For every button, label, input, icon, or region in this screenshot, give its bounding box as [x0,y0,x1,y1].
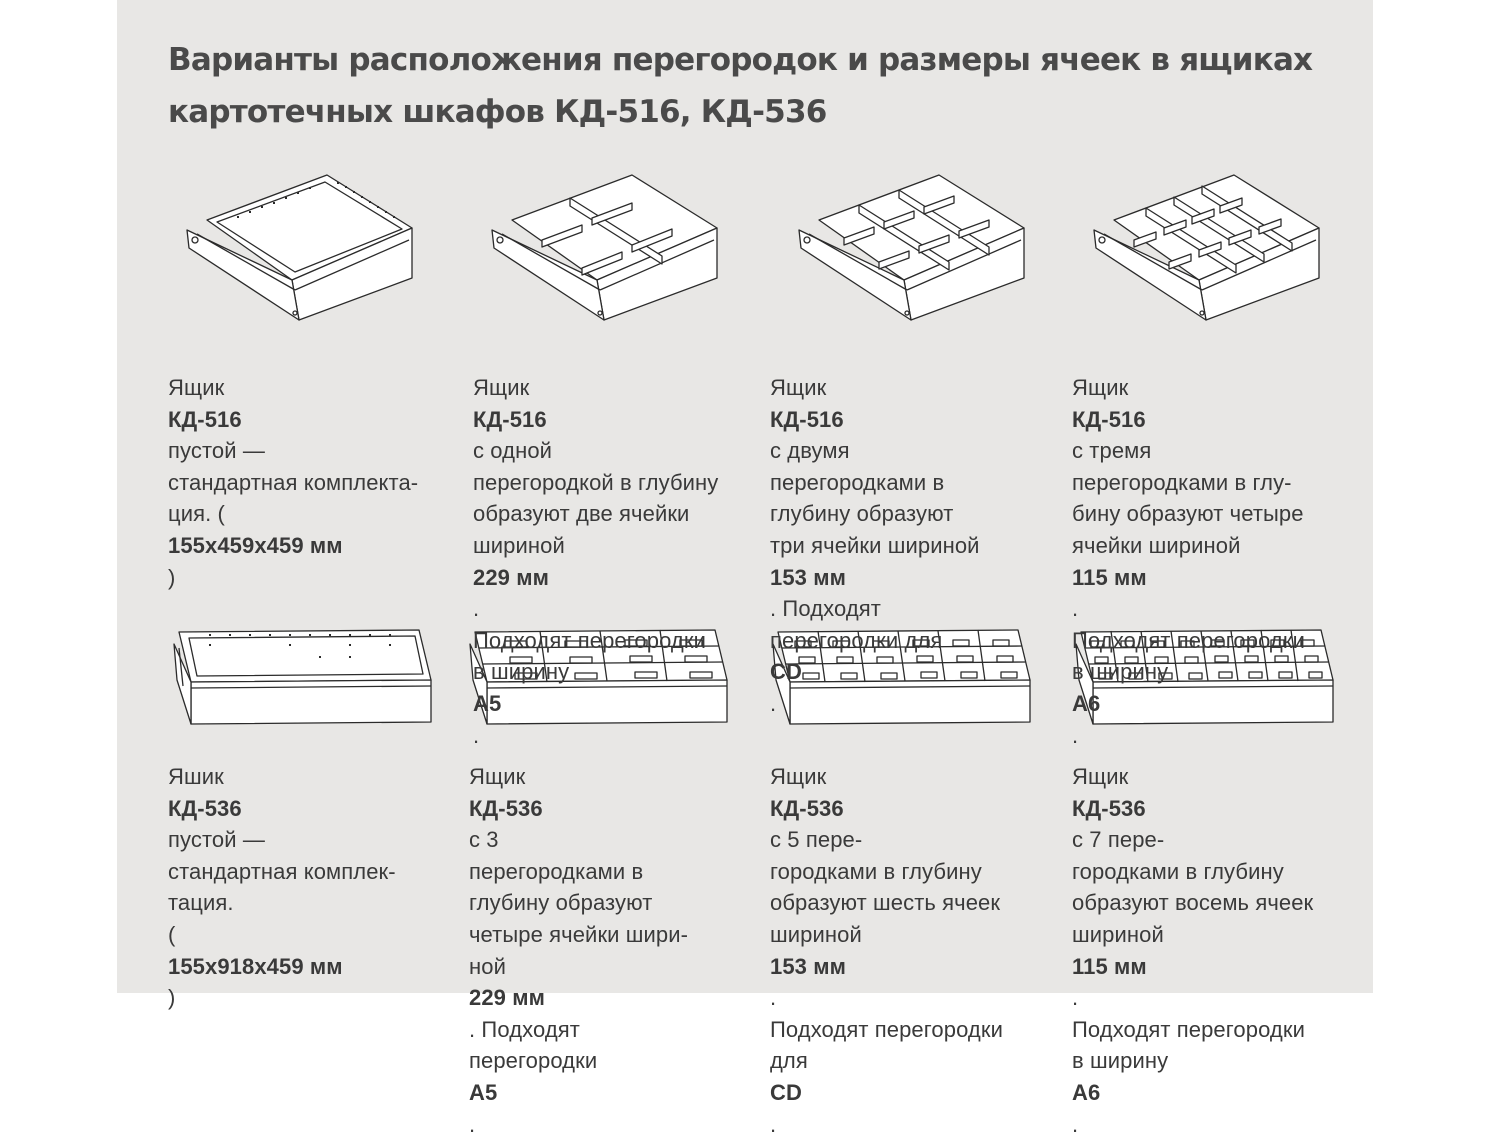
caption-bold-run: КД-536 [1072,795,1146,821]
caption-run: ) [168,564,176,590]
caption-line [1072,1014,1313,1046]
catalog-sheet [117,0,1373,1137]
caption-line [168,498,418,593]
caption-kd516-two-dividers [770,372,980,720]
caption-bold-run: А6 [1072,690,1101,716]
caption-run: с 3 [469,827,499,853]
caption-line [469,919,688,951]
caption-run: глубину образуют [469,890,653,916]
caption-run: Подходят перегородки [473,627,706,653]
caption-line [473,498,718,530]
caption-run: . [469,1111,476,1137]
caption-run: для [770,1048,808,1074]
caption-kd516-empty [168,372,418,593]
caption-line [469,951,688,1046]
caption-bold-run: КД-536 [469,795,543,821]
caption-kd536-empty [168,761,396,1014]
caption-run: четыре ячейки шири- [469,921,689,947]
caption-line [770,919,1003,1014]
page-title-line-1: Варианты расположения перегородок и размеры ячеек в ящиках [168,42,1313,78]
caption-line [1072,856,1313,888]
caption-run: с 5 пере- [770,827,863,853]
caption-line [473,625,718,657]
caption-run: перегородки для [770,627,943,653]
caption-run: стандартная комплек- [168,858,396,884]
caption-bold-run: А5 [473,690,502,716]
caption-run: перегородкой в глубину [473,469,719,495]
caption-run: с одной [473,438,553,464]
caption-kd536-three-dividers [469,761,688,1140]
caption-run: с тремя [1072,438,1152,464]
caption-run: . [1072,985,1079,1011]
caption-run: пустой — [168,438,265,464]
drawer-kd536-empty-drawing [169,622,439,732]
caption-run: шириной [1072,921,1164,947]
caption-run: . [1072,596,1079,622]
caption-run: с 7 пере- [1072,827,1165,853]
caption-run: Подходят перегородки [770,1016,1003,1042]
caption-line [770,562,980,625]
caption-line [473,467,718,499]
caption-run: в ширину [1072,659,1169,685]
caption-line [770,625,980,720]
caption-run: Подходят перегородки [1072,627,1305,653]
caption-line [1072,467,1305,499]
caption-line [473,372,718,467]
caption-run: . [770,985,777,1011]
drawer-kd516-two-dividers-drawing [789,170,1039,330]
caption-line [469,761,688,856]
caption-line [469,887,688,919]
caption-bold-run: КД-516 [473,406,547,432]
caption-run: с двумя [770,438,850,464]
caption-line [168,372,418,467]
caption-run: ( [168,921,176,947]
drawer-kd516-three-dividers-drawing [1084,170,1334,330]
caption-bold-run: 155х459х459 мм [168,532,343,558]
caption-run: Ящик [1072,375,1129,400]
caption-bold-run: CD [770,1079,802,1105]
caption-run: глубину образуют [770,501,954,527]
caption-run: Ящик [473,375,530,400]
caption-run: . [770,690,777,716]
caption-run: образуют две ячейки [473,501,690,527]
caption-line [770,856,1003,888]
caption-run: шириной [473,532,565,558]
caption-line [1072,498,1305,530]
caption-kd516-three-dividers [1072,372,1305,751]
caption-run: . Подходят [469,1016,580,1042]
caption-run: ция. ( [168,501,225,527]
caption-run: перегородки [469,1048,598,1074]
caption-run: ) [168,985,176,1011]
caption-kd536-five-dividers [770,761,1003,1140]
caption-run: тация. [168,890,234,916]
caption-line [1072,919,1313,1014]
caption-run: бину образуют четыре [1072,501,1304,527]
caption-run: . Подходят [770,596,881,622]
caption-line [770,1045,1003,1140]
caption-run: Ящик [770,375,827,400]
caption-run: в ширину [1072,1048,1169,1074]
caption-line [770,887,1003,919]
caption-run: . [473,596,480,622]
caption-line [1072,530,1305,625]
drawer-kd516-one-divider-drawing [482,170,732,330]
caption-line [469,856,688,888]
caption-bold-run: 229 мм [469,985,545,1011]
caption-bold-run: 155х918х459 мм [168,953,343,979]
caption-line [1072,625,1305,657]
caption-line [770,530,980,562]
caption-line [1072,887,1313,919]
caption-run: ной [469,953,506,979]
caption-run: перегородками в глу- [1072,469,1292,495]
caption-run: городками в глубину [770,858,982,884]
caption-line [1072,761,1313,856]
caption-bold-run: КД-516 [770,406,844,432]
caption-run: Ящик [469,764,526,789]
caption-run: три ячейки шириной [770,532,980,558]
caption-run: образуют восемь ячеек [1072,890,1314,916]
caption-bold-run: КД-536 [168,795,242,821]
caption-run: городками в глубину [1072,858,1284,884]
caption-line [1072,656,1305,751]
caption-run: . [1072,722,1079,748]
caption-run: Ящик [168,375,225,400]
caption-line [1072,372,1305,467]
drawer-kd516-empty-drawing [177,170,427,330]
caption-bold-run: 153 мм [770,953,846,979]
caption-run: в ширину [473,659,570,685]
caption-line [168,467,418,499]
caption-bold-run: А6 [1072,1079,1101,1105]
caption-run: пустой — [168,827,265,853]
caption-run: шириной [770,921,862,947]
caption-bold-run: 153 мм [770,564,846,590]
caption-run: . [770,1111,777,1137]
caption-bold-run: КД-536 [770,795,844,821]
caption-bold-run: А5 [469,1079,498,1105]
caption-line [168,856,396,888]
caption-run: ячейки шириной [1072,532,1241,558]
caption-run: перегородками в [469,858,644,884]
caption-bold-run: КД-516 [168,406,242,432]
page-title [168,34,1348,138]
caption-kd516-one-divider [473,372,718,751]
caption-bold-run: CD [770,659,802,685]
caption-kd536-seven-dividers [1072,761,1313,1140]
caption-bold-run: КД-516 [1072,406,1146,432]
caption-line [473,656,718,751]
caption-line [770,372,980,467]
caption-run: Ящик [770,764,827,789]
page-title-line-2: картотечных шкафов КД-516, КД-536 [168,94,827,130]
caption-run: Подходят перегородки [1072,1016,1305,1042]
caption-bold-run: 115 мм [1072,564,1147,590]
caption-line [469,1045,688,1140]
caption-bold-run: 115 мм [1072,953,1147,979]
caption-line [168,761,396,856]
caption-line [168,919,396,1014]
caption-run: стандартная комплекта- [168,469,419,495]
caption-run: перегородками в [770,469,945,495]
caption-line [770,761,1003,856]
caption-line [770,498,980,530]
caption-line [1072,1045,1313,1140]
caption-run: образуют шесть ячеек [770,890,1001,916]
caption-run: . [473,722,480,748]
caption-run: Яшик [168,764,224,789]
caption-line [168,887,396,919]
caption-run: Ящик [1072,764,1129,789]
caption-line [770,1014,1003,1046]
caption-line [473,530,718,625]
caption-line [770,467,980,499]
caption-run: . [1072,1111,1079,1137]
caption-bold-run: 229 мм [473,564,549,590]
